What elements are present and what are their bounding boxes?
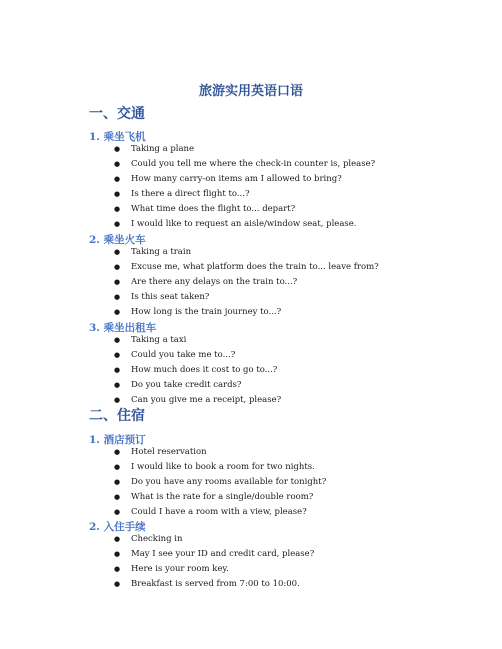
bullet-list-checkin: [114, 532, 314, 592]
list-item: ● I would like to request an aisle/window seat, please.: [114, 217, 375, 232]
list-item: ● Checking in: [114, 532, 314, 547]
bullet-icon: ●: [114, 336, 121, 344]
list-item: ● How much does it cost to go to...?: [114, 363, 281, 378]
list-item: ● Is this seat taken?: [114, 290, 379, 305]
subsection-heading-train: 2. 乘坐火车: [89, 234, 146, 246]
list-item: ● Could I have a room with a view, please?: [114, 505, 326, 520]
bullet-icon: ●: [114, 263, 121, 271]
bullet-icon: ●: [114, 351, 121, 359]
bullet-icon: ●: [114, 205, 121, 213]
list-item: ● Taking a plane: [114, 142, 375, 157]
list-item: ● I would like to book a room for two nights.: [114, 460, 326, 475]
list-item: ● Taking a train: [114, 245, 379, 260]
bullet-icon: ●: [114, 278, 121, 286]
list-item: ● Can you give me a receipt, please?: [114, 393, 281, 408]
bullet-icon: ●: [114, 396, 121, 404]
bullet-icon: ●: [114, 175, 121, 183]
list-item: ● May I see your ID and credit card, please?: [114, 547, 314, 562]
bullet-icon: ●: [114, 565, 121, 573]
bullet-icon: ●: [114, 366, 121, 374]
bullet-icon: ●: [114, 190, 121, 198]
bullet-icon: ●: [114, 160, 121, 168]
list-item: ● Could you take me to...?: [114, 348, 281, 363]
document-title: 旅游实用英语口语: [198, 84, 303, 99]
list-item: ● How long is the train journey to...?: [114, 305, 379, 320]
bullet-icon: ●: [114, 293, 121, 301]
bullet-icon: ●: [114, 463, 121, 471]
subsection-heading-reservation: 1. 酒店预订: [89, 434, 146, 446]
list-item: ● Do you take credit cards?: [114, 378, 281, 393]
list-item: ● How many carry-on items am I allowed to bring?: [114, 172, 375, 187]
bullet-icon: ●: [114, 308, 121, 316]
bullet-icon: ●: [114, 550, 121, 558]
bullet-icon: ●: [114, 493, 121, 501]
list-item: ● Taking a taxi: [114, 333, 281, 348]
bullet-icon: ●: [114, 580, 121, 588]
section-heading-transport: 一、交通: [89, 106, 145, 122]
subsection-heading-taxi: 3. 乘坐出租车: [89, 322, 157, 334]
list-item: ● What time does the flight to... depart?: [114, 202, 375, 217]
bullet-icon: ●: [114, 535, 121, 543]
subsection-heading-plane: 1. 乘坐飞机: [89, 131, 146, 143]
list-item: ● What is the rate for a single/double room?: [114, 490, 326, 505]
bullet-list-train: [114, 245, 379, 320]
list-item: ● Excuse me, what platform does the train to... leave from?: [114, 260, 379, 275]
bullet-list-reservation: [114, 445, 326, 520]
bullet-icon: ●: [114, 220, 121, 228]
bullet-icon: ●: [114, 508, 121, 516]
bullet-icon: ●: [114, 478, 121, 486]
section-heading-accommodation: 二、住宿: [89, 408, 145, 424]
list-item: ● Are there any delays on the train to...?: [114, 275, 379, 290]
bullet-icon: ●: [114, 248, 121, 256]
list-item: ● Do you have any rooms available for tonight?: [114, 475, 326, 490]
bullet-list-taxi: [114, 333, 281, 408]
bullet-icon: ●: [114, 145, 121, 153]
subsection-heading-checkin: 2. 入住手续: [89, 521, 146, 533]
list-item: ● Could you tell me where the check-in counter is, please?: [114, 157, 375, 172]
list-item: ● Is there a direct flight to...?: [114, 187, 375, 202]
bullet-list-plane: [114, 142, 375, 232]
list-item: ● Here is your room key.: [114, 562, 314, 577]
bullet-icon: ●: [114, 448, 121, 456]
list-item: ● Hotel reservation: [114, 445, 326, 460]
bullet-icon: ●: [114, 381, 121, 389]
list-item: ● Breakfast is served from 7:00 to 10:00.: [114, 577, 314, 592]
